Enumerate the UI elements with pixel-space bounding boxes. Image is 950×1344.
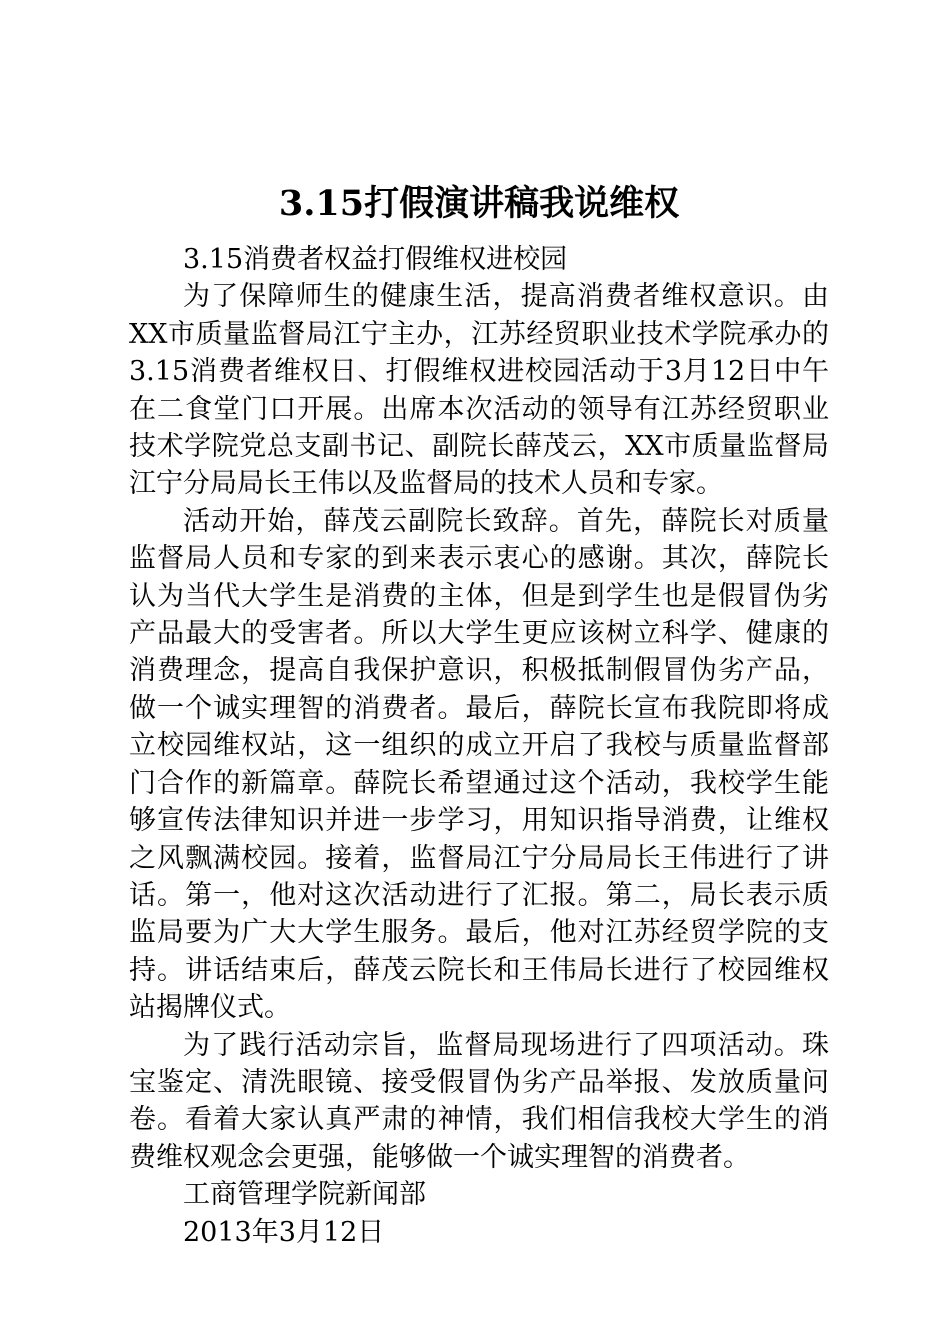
paragraph-1: 为了保障师生的健康生活，提高消费者维权意识。由XX市质量监督局江宁主办，江苏经贸职业技术学院承办的3.15消费者维权日、打假维权进校园活动于3月12日中午在二食堂门口开展。出席本次活动的领导有江苏经贸职业技术学院党总支副书记、副院长薛茂云，XX市质量监督局江宁分局局长王伟以及监督局的技术人员和专家。 [129,281,829,500]
document-subtitle: 3.15消费者权益打假维权进校园 [183,244,568,275]
signature: 工商管理学院新闻部 [183,1179,426,1211]
paragraph-2: 活动开始，薛茂云副院长致辞。首先，薛院长对质量监督局人员和专家的到来表示衷心的感谢。其次，薛院长认为当代大学生是消费的主体，但是到学生也是假冒伪劣产品最大的受害者。所以大学生更应该树立科学、健康的消费理念，提高自我保护意识，积极抵制假冒伪劣产品，做一个诚实理智的消费者。最后，薛院长宣布我院即将成立校园维权站，这一组织的成立开启了我校与质量监督部门合作的新篇章。薛院长希望通过这个活动，我校学生能够宣传法律知识并进一步学习，用知识指导消费，让维权之风飘满校园。接着，监督局江宁分局局长王伟进行了讲话。第一，他对这次活动进行了汇报。第二，局长表示质监局要为广大大学生服务。最后，他对江苏经贸学院的支持。讲话结束后，薛茂云院长和王伟局长进行了校园维权站揭牌仪式。 [129,505,829,1024]
date: 2013年3月12日 [183,1216,385,1248]
document-title: 3.15打假演讲稿我说维权 [278,183,680,224]
document-body [129,180,829,1251]
paragraph-3: 为了践行活动宗旨，监督局现场进行了四项活动。珠宝鉴定、清洗眼镜、接受假冒伪劣产品举报、发放质量问卷。看着大家认真严肃的神情，我们相信我校大学生的消费维权观念会更强，能够做一个诚实理智的消费者。 [129,1029,829,1173]
